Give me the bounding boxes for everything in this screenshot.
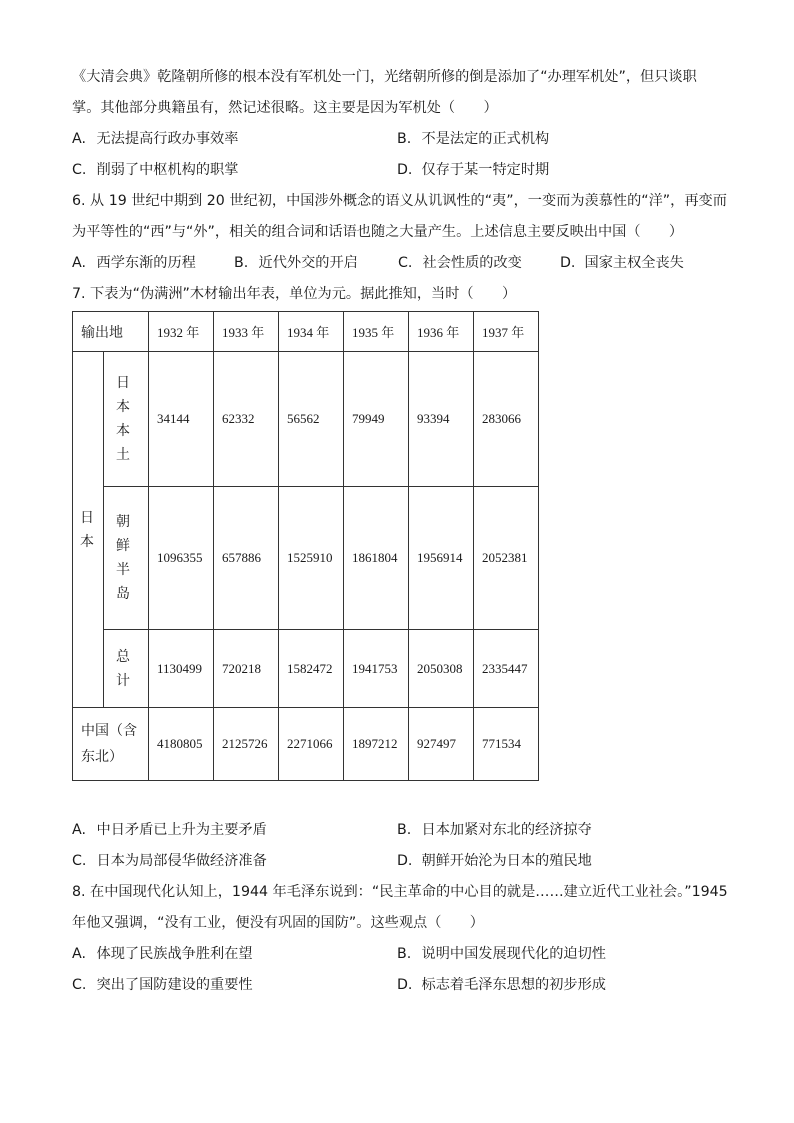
q8-options-row2 — [72, 970, 732, 1001]
table-cell: 657886 — [214, 487, 279, 630]
year-header: 1932 年 — [149, 312, 214, 352]
table-cell: 1582472 — [279, 630, 344, 708]
q6-stem-line1: 6. 从 19 世纪中期到 20 世纪初，中国涉外概念的语义从讥讽性的“夷”，一变而为羡慕性的“洋”，再变而 — [72, 193, 727, 209]
table-cell: 93394 — [409, 352, 474, 487]
table-cell: 2050308 — [409, 630, 474, 708]
table-row — [73, 630, 539, 708]
table-cell: 2052381 — [474, 487, 539, 630]
q5-stem-line1: 《大清会典》乾隆朝所修的根本没有军机处一门，光绪朝所修的倒是添加了“办理军机处”，但只谈职 — [72, 69, 697, 85]
q5-option-a[interactable]: A. 无法提高行政办事效率 — [72, 131, 239, 147]
q6-option-d[interactable]: D. 国家主权全丧失 — [560, 255, 684, 271]
table-cell: 771534 — [474, 708, 539, 781]
table-cell: 1861804 — [344, 487, 409, 630]
row-label-korean-peninsula: 朝鲜半岛 — [104, 487, 149, 630]
q8-option-b[interactable]: B. 说明中国发展现代化的迫切性 — [397, 946, 606, 962]
table-cell: 1130499 — [149, 630, 214, 708]
row-label-total: 总计 — [104, 630, 149, 708]
table-cell: 720218 — [214, 630, 279, 708]
table-cell: 283066 — [474, 352, 539, 487]
table-cell: 1897212 — [344, 708, 409, 781]
q5-stem-line2: 掌。其他部分典籍虽有，然记述很略。这主要是因为军机处（ ） — [72, 100, 498, 116]
table-cell: 34144 — [149, 352, 214, 487]
q6-stem-line2: 为平等性的“西”与“外”，相关的组合词和话语也随之大量产生。上述信息主要反映出中国（ ） — [72, 224, 684, 240]
table-cell: 927497 — [409, 708, 474, 781]
table-cell: 1956914 — [409, 487, 474, 630]
table-cell: 79949 — [344, 352, 409, 487]
q8-option-c[interactable]: C. 突出了国防建设的重要性 — [72, 977, 253, 993]
q5-option-d[interactable]: D. 仅存于某一特定时期 — [397, 162, 550, 178]
q8-option-a[interactable]: A. 体现了民族战争胜利在望 — [72, 946, 253, 962]
q8-stem-line2: 年他又强调，“没有工业，便没有巩固的国防”。这些观点（ ） — [72, 915, 484, 931]
table-row — [73, 708, 539, 781]
table-corner-header: 输出地 — [73, 312, 149, 352]
q7-options-row1 — [72, 815, 732, 846]
q6-option-a[interactable]: A. 西学东渐的历程 — [72, 255, 196, 271]
q5-option-b[interactable]: B. 不是法定的正式机构 — [397, 131, 550, 147]
q5-options-row1 — [72, 124, 732, 155]
q7-options-row2 — [72, 846, 732, 877]
timber-export-table — [72, 311, 539, 781]
q7-option-b[interactable]: B. 日本加紧对东北的经济掠夺 — [397, 822, 592, 838]
spacer — [72, 781, 732, 815]
table-cell: 1525910 — [279, 487, 344, 630]
row-label-japan-mainland: 日本本土 — [104, 352, 149, 487]
table-cell: 4180805 — [149, 708, 214, 781]
row-label-china: 中国（含东北） — [73, 708, 149, 781]
year-header: 1934 年 — [279, 312, 344, 352]
q5-option-c[interactable]: C. 削弱了中枢机构的职掌 — [72, 162, 239, 178]
table-cell: 2271066 — [279, 708, 344, 781]
q8-stem-line1: 8. 在中国现代化认知上，1944 年毛泽东说到：“民主革命的中心目的就是……建立近代工业社会。”1945 — [72, 884, 728, 900]
q6-option-c[interactable]: C. 社会性质的改变 — [398, 255, 522, 271]
q6-options-row — [72, 248, 732, 279]
table-row — [73, 487, 539, 630]
q8-option-d[interactable]: D. 标志着毛泽东思想的初步形成 — [397, 977, 606, 993]
table-cell: 1941753 — [344, 630, 409, 708]
table-cell: 62332 — [214, 352, 279, 487]
q7-option-a[interactable]: A. 中日矛盾已上升为主要矛盾 — [72, 822, 267, 838]
year-header: 1933 年 — [214, 312, 279, 352]
q7-option-c[interactable]: C. 日本为局部侵华做经济准备 — [72, 853, 267, 869]
table-cell: 1096355 — [149, 487, 214, 630]
q8-options-row1 — [72, 939, 732, 970]
table-cell: 56562 — [279, 352, 344, 487]
q6-option-b[interactable]: B. 近代外交的开启 — [234, 255, 358, 271]
year-header: 1936 年 — [409, 312, 474, 352]
q7-option-d[interactable]: D. 朝鲜开始沦为日本的殖民地 — [397, 853, 592, 869]
exam-page — [72, 62, 732, 1001]
q7-stem: 7. 下表为“伪满洲”木材输出年表，单位为元。据此推知，当时（ ） — [72, 286, 517, 302]
table-cell: 2125726 — [214, 708, 279, 781]
year-header: 1935 年 — [344, 312, 409, 352]
japan-group-label: 日本 — [73, 352, 104, 708]
q5-options-row2 — [72, 155, 732, 186]
table-row — [73, 352, 539, 487]
table-cell: 2335447 — [474, 630, 539, 708]
table-header-row — [73, 312, 539, 352]
year-header: 1937 年 — [474, 312, 539, 352]
